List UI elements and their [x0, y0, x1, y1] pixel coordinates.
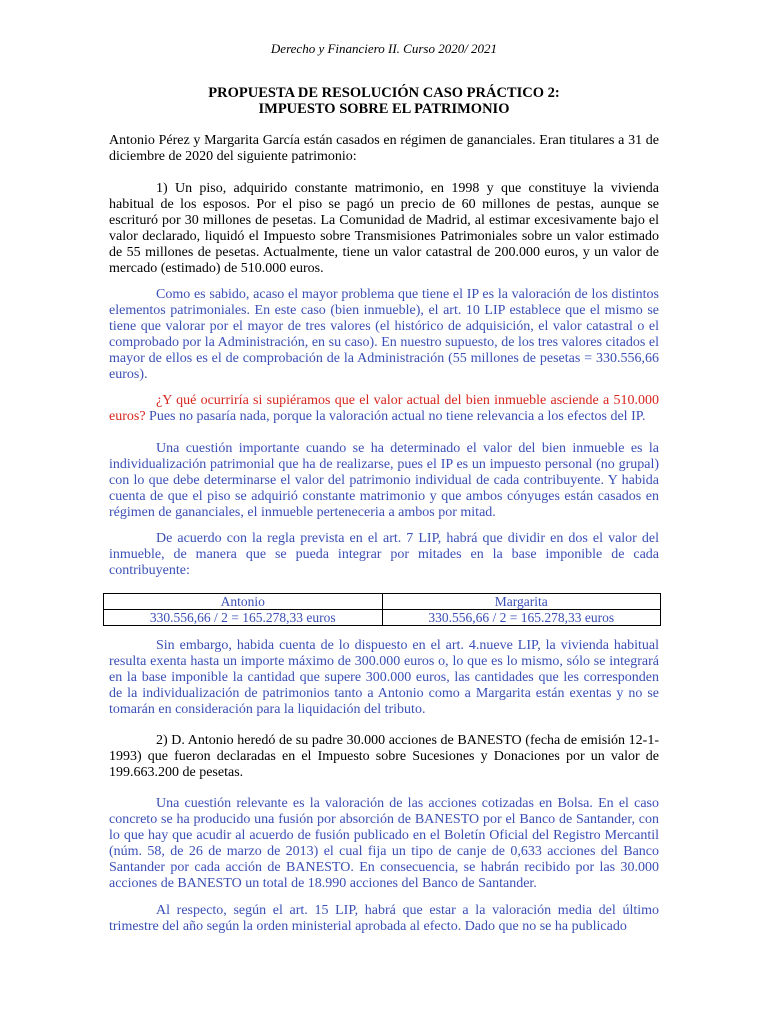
- table-cell-antonio: 330.556,66 / 2 = 165.278,33 euros: [104, 610, 383, 626]
- question-paragraph: [109, 393, 659, 425]
- table-header-antonio: Antonio: [104, 594, 383, 610]
- table-cell-margarita: 330.556,66 / 2 = 165.278,33 euros: [382, 610, 661, 626]
- table-header-row: [104, 594, 661, 610]
- title-line-2: IMPUESTO SOBRE EL PATRIMONIO: [258, 101, 510, 117]
- answer-3-paragraph: De acuerdo con la regla prevista en el art. 7 LIP, habrá que dividir en dos el valor del inmueble, de manera que se pueda integrar por mitades en la base imponible de cada contribuyente:: [109, 531, 659, 578]
- question-highlight: ¿Y qué ocurriría si supiéramos que el valor actual del bien inmueble asciende a 510.000 euros?: [109, 393, 659, 424]
- question-answer: Pues no pasaría nada, porque la valoración actual no tiene relevancia a los efectos del IP.: [145, 409, 646, 424]
- item-2-paragraph: 2) D. Antonio heredó de su padre 30.000 acciones de BANESTO (fecha de emisión 12-1-1993) que fueron declaradas en el Impuesto sobre Sucesiones y Donaciones por un valor de 199.663.200 de pesetas.: [109, 733, 659, 780]
- answer-6-paragraph: Al respecto, según el art. 15 LIP, habrá que estar a la valoración media del último trimestre del año según la orden ministerial aprobada al efecto. Dado que no se ha publicado: [109, 903, 659, 934]
- table-header-margarita: Margarita: [382, 594, 661, 610]
- document-title: [0, 85, 768, 117]
- intro-paragraph: Antonio Pérez y Margarita García están casados en régimen de gananciales. Eran titulares a 31 de diciembre de 2020 del siguiente patrimonio:: [109, 133, 659, 164]
- answer-5-paragraph: Una cuestión relevante es la valoración de las acciones cotizadas en Bolsa. En el caso concreto se ha producido una fusión por absorción de BANESTO por el Banco de Santander, con lo que hay que acudir al acuerdo de fusión publicado en el Boletín Oficial del Registro Mercantil (núm. 58, de 26 de marzo de 2013) el cual fija un tipo de canje de 0,633 acciones del Banco Santander por cada acción de BANESTO. En consecuencia, se habrán recibido por las 30.000 acciones de BANESTO un total de 18.990 acciones del Banco de Santander.: [109, 796, 659, 891]
- item-1-paragraph: 1) Un piso, adquirido constante matrimonio, en 1998 y que constituye la vivienda habitual de los esposos. Por el piso se pagó un precio de 60 millones de pestas, aunque se escrituró por 30 millones de pesetas. La Comunidad de Madrid, al estimar excesivamente bajo el valor declarado, liquidó el Impuesto sobre Transmisiones Patrimoniales sobre un valor estimado de 55 millones de pesetas. Actualmente, tiene un valor catastral de 200.000 euros, y un valor de mercado (estimado) de 510.000 euros.: [109, 181, 659, 276]
- answer-1-paragraph: Como es sabido, acaso el mayor problema que tiene el IP es la valoración de los distintos elementos patrimoniales. En este caso (bien inmueble), el art. 10 LIP establece que el mismo se tiene que valorar por el mayor de tres valores (el histórico de adquisición, el valor catastral o el comprobado por la Administración, en su caso). En nuestro supuesto, de los tres valores citados el mayor de ellos es el de comprobación de la Administración (55 millones de pesetas = 330.556,66 euros).: [109, 287, 659, 382]
- answer-2-paragraph: Una cuestión importante cuando se ha determinado el valor del bien inmueble es la individualización patrimonial que ha de realizarse, pues el IP es un impuesto personal (no grupal) con lo que debe determinarse el valor del patrimonio individual de cada contribuyente. Y habida cuenta de que el piso se adquirió constante matrimonio y que ambos cónyuges están casados en régimen de gananciales, el inmueble perteneceria a ambos por mitad.: [109, 441, 659, 520]
- split-table: [103, 593, 661, 626]
- title-line-1: PROPUESTA DE RESOLUCIÓN CASO PRÁCTICO 2:: [208, 85, 560, 101]
- answer-4-paragraph: Sin embargo, habida cuenta de lo dispuesto en el art. 4.nueve LIP, la vivienda habitual resulta exenta hasta un importe máximo de 300.000 euros o, lo que es lo mismo, sólo se integrará en la base imponible la cantidad que supere 300.000 euros, las cantidades que les corresponden de la individualización de patrimonios tanto a Antonio como a Margarita están exentas y no se tomarán en consideración para la liquidación del tributo.: [109, 638, 659, 717]
- table-row: [104, 610, 661, 626]
- running-header: Derecho y Financiero II. Curso 2020/ 2021: [270, 41, 498, 56]
